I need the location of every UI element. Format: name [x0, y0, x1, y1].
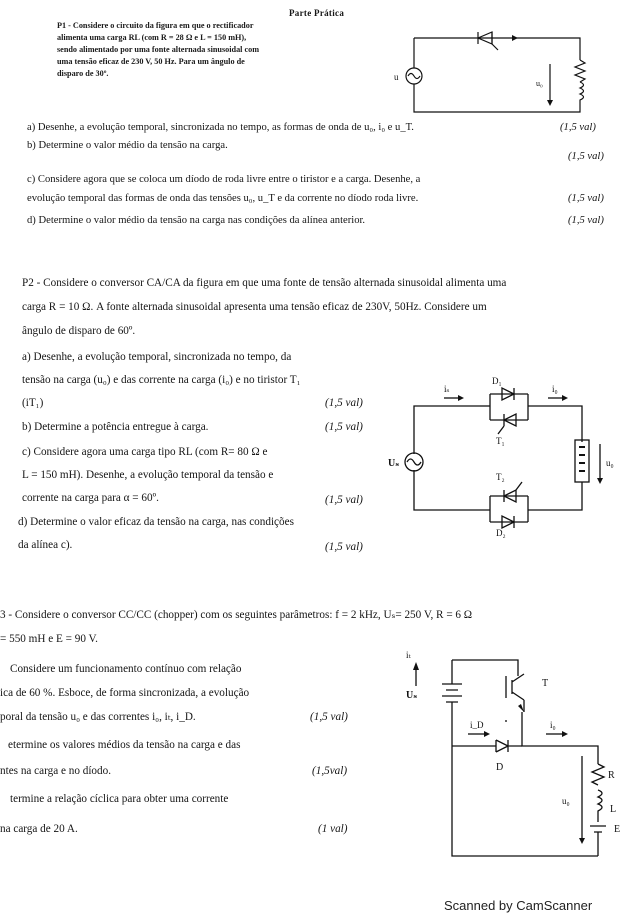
p3-question-b-line-2: ntes na carga e no díodo. — [0, 765, 112, 777]
p2-fig-uo-label: u₀ — [606, 458, 614, 468]
section-title: Parte Prática — [289, 8, 345, 18]
p2-fig-is-label: iₛ — [444, 384, 450, 394]
p1-question-a: a) Desenhe, a evolução temporal, sincronizada no tempo, as formas de onda de u₀, i₀ e u_T. — [27, 122, 414, 133]
p2-mark-a: (1,5 val) — [325, 397, 363, 409]
p1-question-d: d) Determine o valor médio da tensão na carga nas condições da alínea anterior. — [27, 215, 366, 226]
p2-fig-us-label: Uₛ — [388, 458, 400, 469]
p2-fig-d2-label: D₂ — [496, 528, 506, 538]
p2-question-c-line-1: c) Considere agora uma carga tipo RL (com R= 80 Ω e — [22, 446, 268, 458]
p2-question-b: b) Determine a potência entregue à carga. — [22, 421, 209, 433]
p2-intro-line-2: carga R = 10 Ω. A fonte alternada sinusoidal apresenta uma tensão eficaz de 230V, 50Hz. Considere um — [22, 301, 487, 313]
p1-mark-d: (1,5 val) — [568, 215, 604, 226]
p3-question-a-line-3: poral da tensão u₀ e das correntes i₀, iₜ, i_D. — [0, 711, 196, 723]
p2-intro-line-3: ângulo de disparo de 60º. — [22, 325, 136, 337]
p1-mark-c: (1,5 val) — [568, 193, 604, 204]
p2-intro-line-1: P2 - Considere o conversor CA/CA da figura em que uma fonte de tensão alternada sinusoidal alimenta uma — [22, 277, 507, 289]
p1-question-c-line-1: c) Considere agora que se coloca um díodo de roda livre entre o tiristor e a carga. Desenhe, a — [27, 174, 421, 185]
p3-fig-r-label: R — [608, 770, 615, 781]
p2-question-a-line-2: tensão na carga (u₀) e das corrente na carga (i₀) e no tiristor T₁ — [22, 374, 301, 386]
p1-fig-uo-label: u₀ — [536, 79, 543, 88]
p1-intro-line-4: uma tensão eficaz de 230 V, 50 Hz. Para um ângulo de — [57, 57, 245, 66]
p3-question-b-line-1: etermine os valores médios da tensão na carga e das — [8, 739, 241, 751]
p3-circuit-diagram — [402, 646, 624, 868]
p3-fig-uo-label: u₀ — [562, 796, 570, 806]
p2-mark-c: (1,5 val) — [325, 494, 363, 506]
p2-question-d-line-1: d) Determine o valor eficaz da tensão na carga, nas condições — [18, 516, 294, 528]
p3-question-a-line-1: Considere um funcionamento contínuo com relação — [10, 663, 242, 675]
p3-intro-line-2: = 550 mH e E = 90 V. — [0, 633, 98, 645]
p3-fig-us-label: Uₛ — [406, 690, 418, 701]
p3-question-c-line-2: na carga de 20 A. — [0, 823, 78, 835]
p3-mark-a: (1,5 val) — [310, 711, 348, 723]
p3-question-a-line-2: ica de 60 %. Esboce, de forma sincronizada, a evolução — [0, 687, 250, 699]
p2-fig-t1-label: T₁ — [496, 436, 505, 446]
p3-fig-io-label: i₀ — [550, 720, 556, 730]
p1-question-c-line-2: evolução temporal das formas de onda das tensões u₀, u_T e da corrente no díodo roda livre. — [27, 193, 419, 204]
p2-question-a-line-3: (iT₁) — [22, 397, 44, 409]
p2-mark-b: (1,5 val) — [325, 421, 363, 433]
p1-fig-us-label: u — [394, 72, 399, 82]
p2-fig-io-label: i₀ — [552, 384, 558, 394]
p3-mark-b: (1,5val) — [312, 765, 348, 777]
p2-mark-d: (1,5 val) — [325, 541, 363, 553]
p2-question-d-line-2: da alínea c). — [18, 539, 73, 551]
p3-fig-d-label: D — [496, 762, 504, 773]
p1-circuit-diagram — [392, 24, 614, 118]
p3-fig-l-label: L — [610, 804, 617, 815]
p3-mark-c: (1 val) — [318, 823, 348, 835]
p3-intro-line-1: 3 - Considere o conversor CC/CC (chopper) com os seguintes parâmetros: f = 2 kHz, Uₛ= 250 V, R = 6 Ω — [0, 609, 473, 621]
p3-fig-t-label: T — [542, 678, 549, 689]
p1-intro-line-5: disparo de 30º. — [57, 69, 109, 78]
p2-question-c-line-2: L = 150 mH). Desenhe, a evolução temporal da tensão e — [22, 469, 274, 481]
p1-intro-line-2: alimenta uma carga RL (com R = 28 Ω e L = 150 mH), — [57, 33, 247, 42]
p1-question-b: b) Determine o valor médio da tensão na carga. — [27, 140, 228, 151]
p1-mark-a: (1,5 val) — [560, 122, 596, 133]
p3-fig-id-label: i_D — [470, 720, 484, 730]
p2-fig-t2-label: T₂ — [496, 472, 505, 482]
p2-fig-d1-label: D₁ — [492, 376, 502, 386]
p2-circuit-diagram — [386, 372, 620, 540]
p1-intro-line-1: P1 - Considere o circuito da figura em que o rectificador — [57, 21, 254, 30]
p1-intro-line-3: sendo alimentado por uma fonte alternada sinusoidal com — [57, 45, 260, 54]
p2-question-c-line-3: corrente na carga para α = 60º. — [22, 492, 159, 504]
p2-question-a-line-1: a) Desenhe, a evolução temporal, sincronizada no tempo, da — [22, 351, 292, 363]
p3-fig-e-label: E — [614, 824, 621, 835]
p3-fig-it-label: iₜ — [406, 650, 411, 660]
p1-mark-b: (1,5 val) — [568, 151, 604, 162]
scanner-watermark: Scanned by CamScanner — [444, 898, 593, 913]
p3-question-c-line-1: termine a relação cíclica para obter uma corrente — [10, 793, 229, 805]
